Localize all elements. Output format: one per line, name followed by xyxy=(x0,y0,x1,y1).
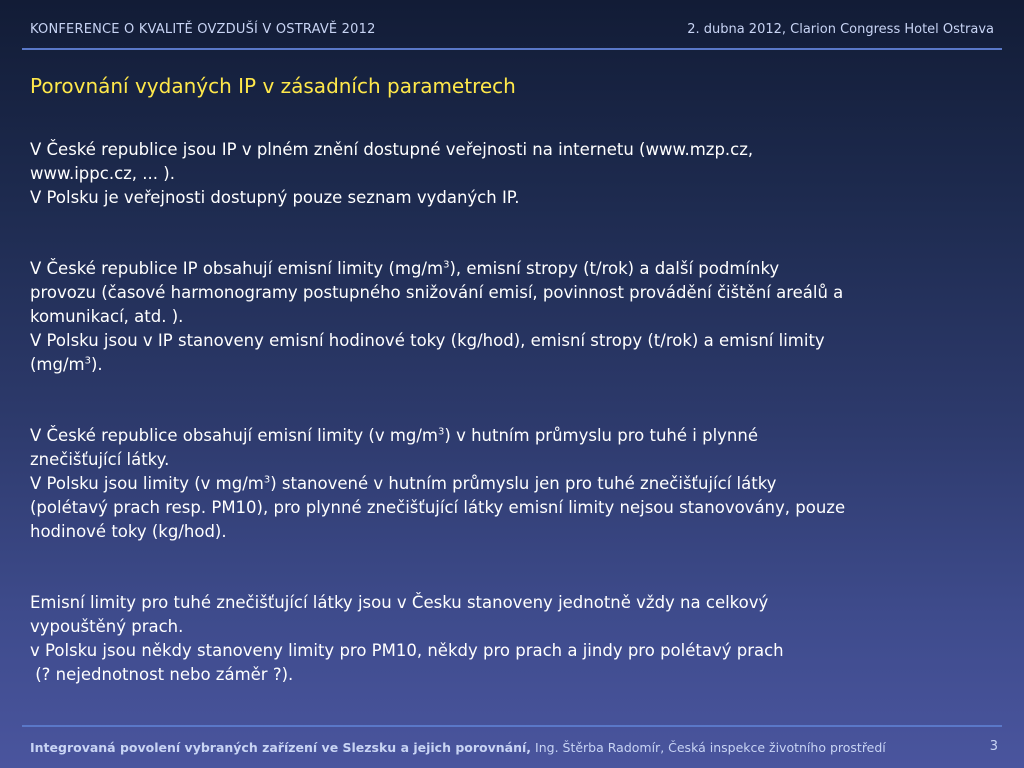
slide-title: Porovnání vydaných IP v zásadních parametrech xyxy=(30,74,516,98)
text-line: V České republice obsahují emisní limity (v $mg/m^3$) v hutním průmyslu pro tuhé i plynné xyxy=(30,426,758,446)
text-line: V České republice jsou IP v plném znění dostupné veřejnosti na internetu (www.mzp.cz, xyxy=(30,140,754,159)
text-line: Emisní limity pro tuhé znečišťující látky jsou v Česku stanoveny jednotně vždy na celkový xyxy=(30,593,769,613)
page-number: 3 xyxy=(989,739,998,754)
text-line: vypouštěný prach. xyxy=(30,617,184,637)
footer-divider xyxy=(22,725,1002,727)
slide-body xyxy=(30,138,995,735)
text-line: (? nejednotnost nebo záměr ?). xyxy=(30,664,294,684)
text-line: V České republice IP obsahují emisní limity $(mg/m^3)$, emisní stropy (t/rok) a další podmínky xyxy=(30,259,780,279)
text-line: V Polsku je veřejnosti dostupný pouze seznam vydaných IP. xyxy=(30,187,520,207)
text-line: hodinové toky (kg/hod). xyxy=(30,521,227,541)
footer-title: Integrovaná povolení vybraných zařízení ve Slezsku a jejich porovnání, xyxy=(30,740,532,755)
text-line: komunikací, atd. ). xyxy=(30,306,184,326)
paragraph-dust-limits xyxy=(30,591,995,686)
paragraph-permit-contents xyxy=(30,257,995,376)
slide-header xyxy=(0,0,1024,50)
text-line: www.ippc.cz, ... ). xyxy=(30,163,175,183)
text-line: V Polsku jsou v IP stanoveny emisní hodinové toky (kg/hod), emisní stropy (t/rok) a emisní limity xyxy=(30,330,825,350)
paragraph-metallurgy-limits xyxy=(30,424,995,543)
text-line: $(mg/m^3)$. xyxy=(30,354,103,374)
slide-footer xyxy=(30,740,886,755)
conference-date-place: 2. dubna 2012, Clarion Congress Hotel Ostrava xyxy=(687,22,994,37)
text-line: provozu (časové harmonogramy postupného snižování emisí, povinnost provádění čištění areálů a xyxy=(30,283,844,303)
text-line: znečišťující látky. xyxy=(30,450,170,470)
footer-author: Ing. Štěrba Radomír, Česká inspekce životního prostředí xyxy=(535,740,886,755)
text-line: (polétavý prach resp. PM10), pro plynné znečišťující látky emisní limity nejsou stanovovány, pouze xyxy=(30,497,846,517)
paragraph-availability xyxy=(30,138,995,209)
text-line: V Polsku jsou limity (v $mg/m^3$) stanovené v hutním průmyslu jen pro tuhé znečišťující látky xyxy=(30,473,777,493)
text-line: v Polsku jsou někdy stanoveny limity pro PM10, někdy pro prach a jindy pro polétavý prach xyxy=(30,640,784,660)
conference-name: KONFERENCE O KVALITĚ OVZDUŠÍ V OSTRAVĚ 2012 xyxy=(30,22,376,37)
header-divider xyxy=(22,48,1002,50)
